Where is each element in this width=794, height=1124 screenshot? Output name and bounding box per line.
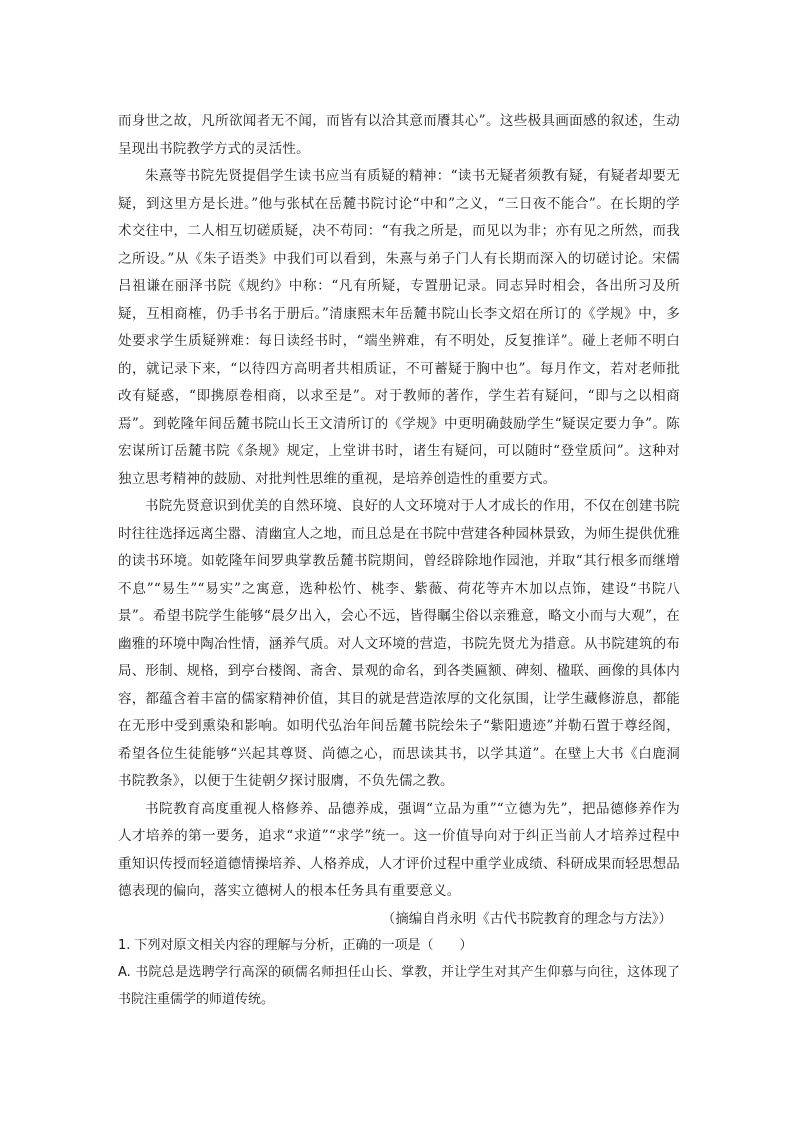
- option-a: A. 书院总是选聘学行高深的硕儒名师担任山长、掌教，并让学生对其产生仰慕与向往，这体现了书院注重儒学的师道传统。: [118, 965, 680, 1007]
- question-1: 1. 下列对原文相关内容的理解与分析，正确的一项是（ ）: [118, 938, 473, 953]
- paragraph-moral-cultivation: 书院教育高度重视人格修养、品德养成，强调“立品为重”“立德为先”，把品德修养作为人才培养的第一要务，追求“求道”“求学”统一。这一价值导向对于纠正当前人才培养过程中重知识传授而轻道德情操培养、人格养成，人才评价过程中重学业成绩、科研成果而轻思想品德表现的偏向，落实立德树人的根本任务具有重要意义。: [118, 800, 680, 899]
- paragraph-continuation: 而身世之故，凡所欲闻者无不闻，而皆有以洽其意而餍其心”。这些极具画面感的叙述，生动呈现出书院教学方式的灵活性。: [118, 113, 680, 157]
- paragraph-environment: 书院先贤意识到优美的自然环境、良好的人文环境对于人才成长的作用，不仅在创建书院时往往选择远离尘嚣、清幽宜人之地，而且总是在书院中营建各种园林景致，为师生提供优雅的读书环境。如乾隆年间罗典掌教岳麓书院期间，曾经辟除地作园池，并取“其行根多而继增不息”“易生”“易实”之寓意，选种松竹、桃李、紫薇、荷花等卉木加以点饰，建设“书院八景”。希望书院学生能够“晨夕出入，会心不远，皆得瞩尘俗以亲雅意，略文小而与大观”，在幽雅的环境中陶冶性情，涵养气质。对人文环境的营造，书院先贤尤为措意。从书院建筑的布局、形制、规格，到亭台楼阁、斋舍、景观的命名，到各类匾额、碑刻、楹联、画像的具体内容，都蕴含着丰富的儒家精神价值，其目的就是营造浓厚的文化氛围，让学生藏修游息，都能在无形中受到熏染和影响。如明代弘治年间岳麓书院绘朱子“紫阳遗迹”并勒石置于尊经阁，希望各位生徒能够“兴起其尊贤、尚德之心，而思读其书，以学其道”。在壁上大书《白鹿洞书院教条》，以便于生徒朝夕探讨服膺，不负先儒之教。: [118, 498, 680, 789]
- source-citation: （摘编自肖永明《古代书院教育的理念与方法》）: [381, 910, 672, 927]
- document-body: [118, 108, 680, 1013]
- paragraph-questioning-spirit: 朱熹等书院先贤提倡学生读书应当有质疑的精神：“读书无疑者须教有疑，有疑者却要无疑，到这里方是长进。”他与张栻在岳麓书院讨论“中和”之义，“三日夜不能合”。在长期的学术交往中，二人相互切磋质疑，决不苟同：“有我之所是，而见以为非；亦有见之所然，而我之所设。”从《朱子语类》中我们可以看到，朱熹与弟子门人有长期而深入的切磋讨论。宋儒吕祖谦在丽泽书院《规约》中称：“凡有所疑，专置册记录。同志异时相会，各出所习及所疑，互相商榷，仍手书名于册后。”清康熙末年岳麓书院山长李文炤在所订的《学规》中，多处要求学生质疑辨难：每日读经书时，“端坐辨难，有不明处，反复推详”。碰上老师不明白的，就记录下来，“以待四方高明者共相质证，不可蓄疑于胸中也”。每月作文，若对老师批改有疑惑，“即携原卷相商，以求至是”。对于教师的著作，学生若有疑问，“即与之以相商焉”。到乾隆年间岳麓书院山长王文清所订的《学规》中更明确鼓励学生“疑误定要力争”。陈宏谋所订岳麓书院《条规》规定，上堂讲书时，诸生有疑问，可以随时“登堂质问”。这种对独立思考精神的鼓励、对批判性思维的重视，是培养创造性的重要方式。: [118, 168, 680, 487]
